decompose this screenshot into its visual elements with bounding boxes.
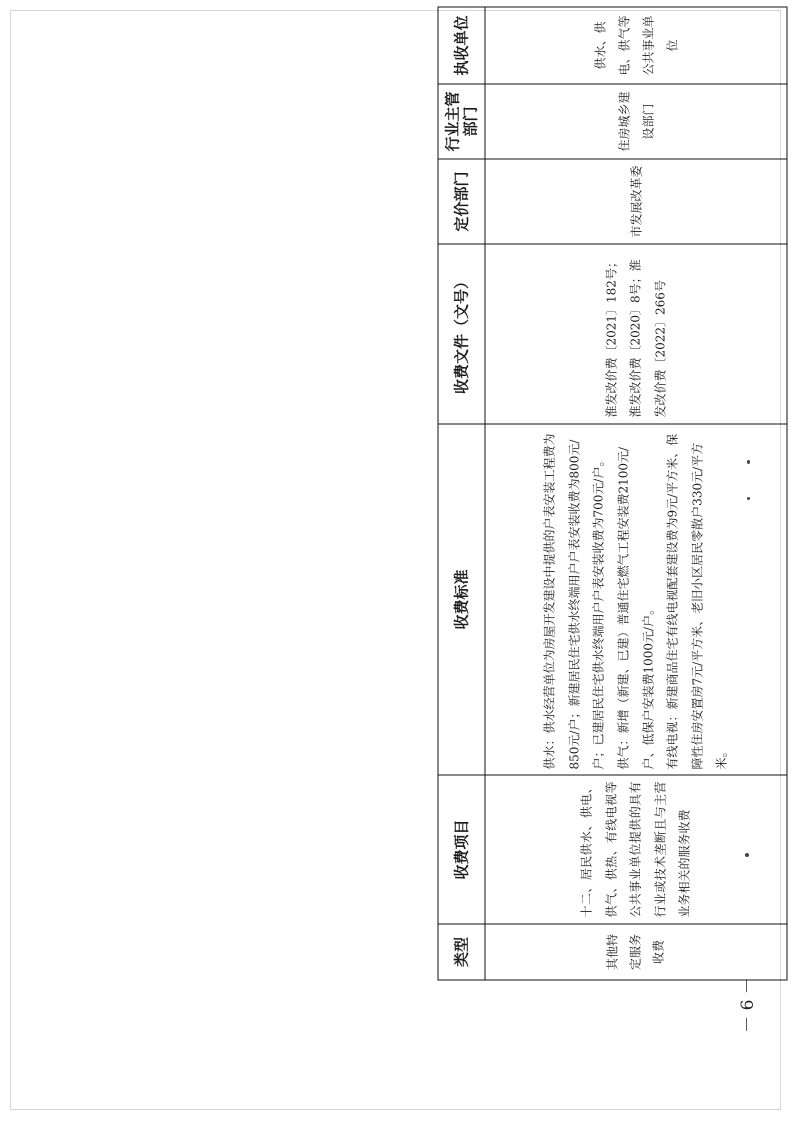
scan-speck [747, 460, 750, 464]
fee-table [438, 7, 788, 981]
scan-speck [745, 853, 749, 857]
header-collecting-unit: 执收单位 [438, 7, 485, 84]
scan-speck [747, 497, 750, 500]
cell-collecting-unit: 供水、供电、供气等公共事业单位 [485, 7, 787, 84]
header-type: 类型 [438, 924, 485, 980]
rotated-table-container [438, 8, 788, 981]
cell-type: 其他特定服务收费 [485, 924, 787, 980]
standard-cable-tv: 有线电视：新建商品住宅有线电视配套建设费为9元/平方米、保障性住房安置房7元/平方米、老旧小区居民零散户330元/平方米。 [665, 433, 729, 770]
cell-standard [485, 424, 787, 775]
header-document: 收费文件（文号） [438, 244, 485, 424]
table-row [485, 7, 787, 980]
header-industry-dept: 行业主管部门 [438, 84, 485, 159]
cell-document: 淮发改价费〔2021〕182号；淮发改价费〔2020〕8号；淮发改价费〔2022〕266号 [485, 244, 787, 424]
page-number: － 6 － [738, 977, 758, 1033]
table-header-row [438, 7, 485, 980]
header-standard: 收费标准 [438, 424, 485, 775]
cell-item: 十二、居民供水、供电、供气、供热、有线电视等公共事业单位提供的具有行业或技术垄断且与主营业务相关的服务收费 [485, 775, 787, 924]
standard-water: 供水：供水经营单位为房屋开发建设中提供的户表安装工程费为850元/户；新建居民住宅供水终端用户户表安装收费为800元/户；已建居民住宅供水终端用户户表安装收费为700元/户。 [542, 433, 606, 770]
cell-industry-dept: 住房城乡建设部门 [485, 84, 787, 159]
cell-pricing-dept: 市发展改革委 [485, 159, 787, 244]
header-pricing-dept: 定价部门 [438, 159, 485, 244]
standard-gas: 供气：新增（新建、已建）普通住宅燃气工程安装费2100元/户、低保户安装费1000元/户。 [616, 446, 655, 770]
header-item: 收费项目 [438, 775, 485, 924]
